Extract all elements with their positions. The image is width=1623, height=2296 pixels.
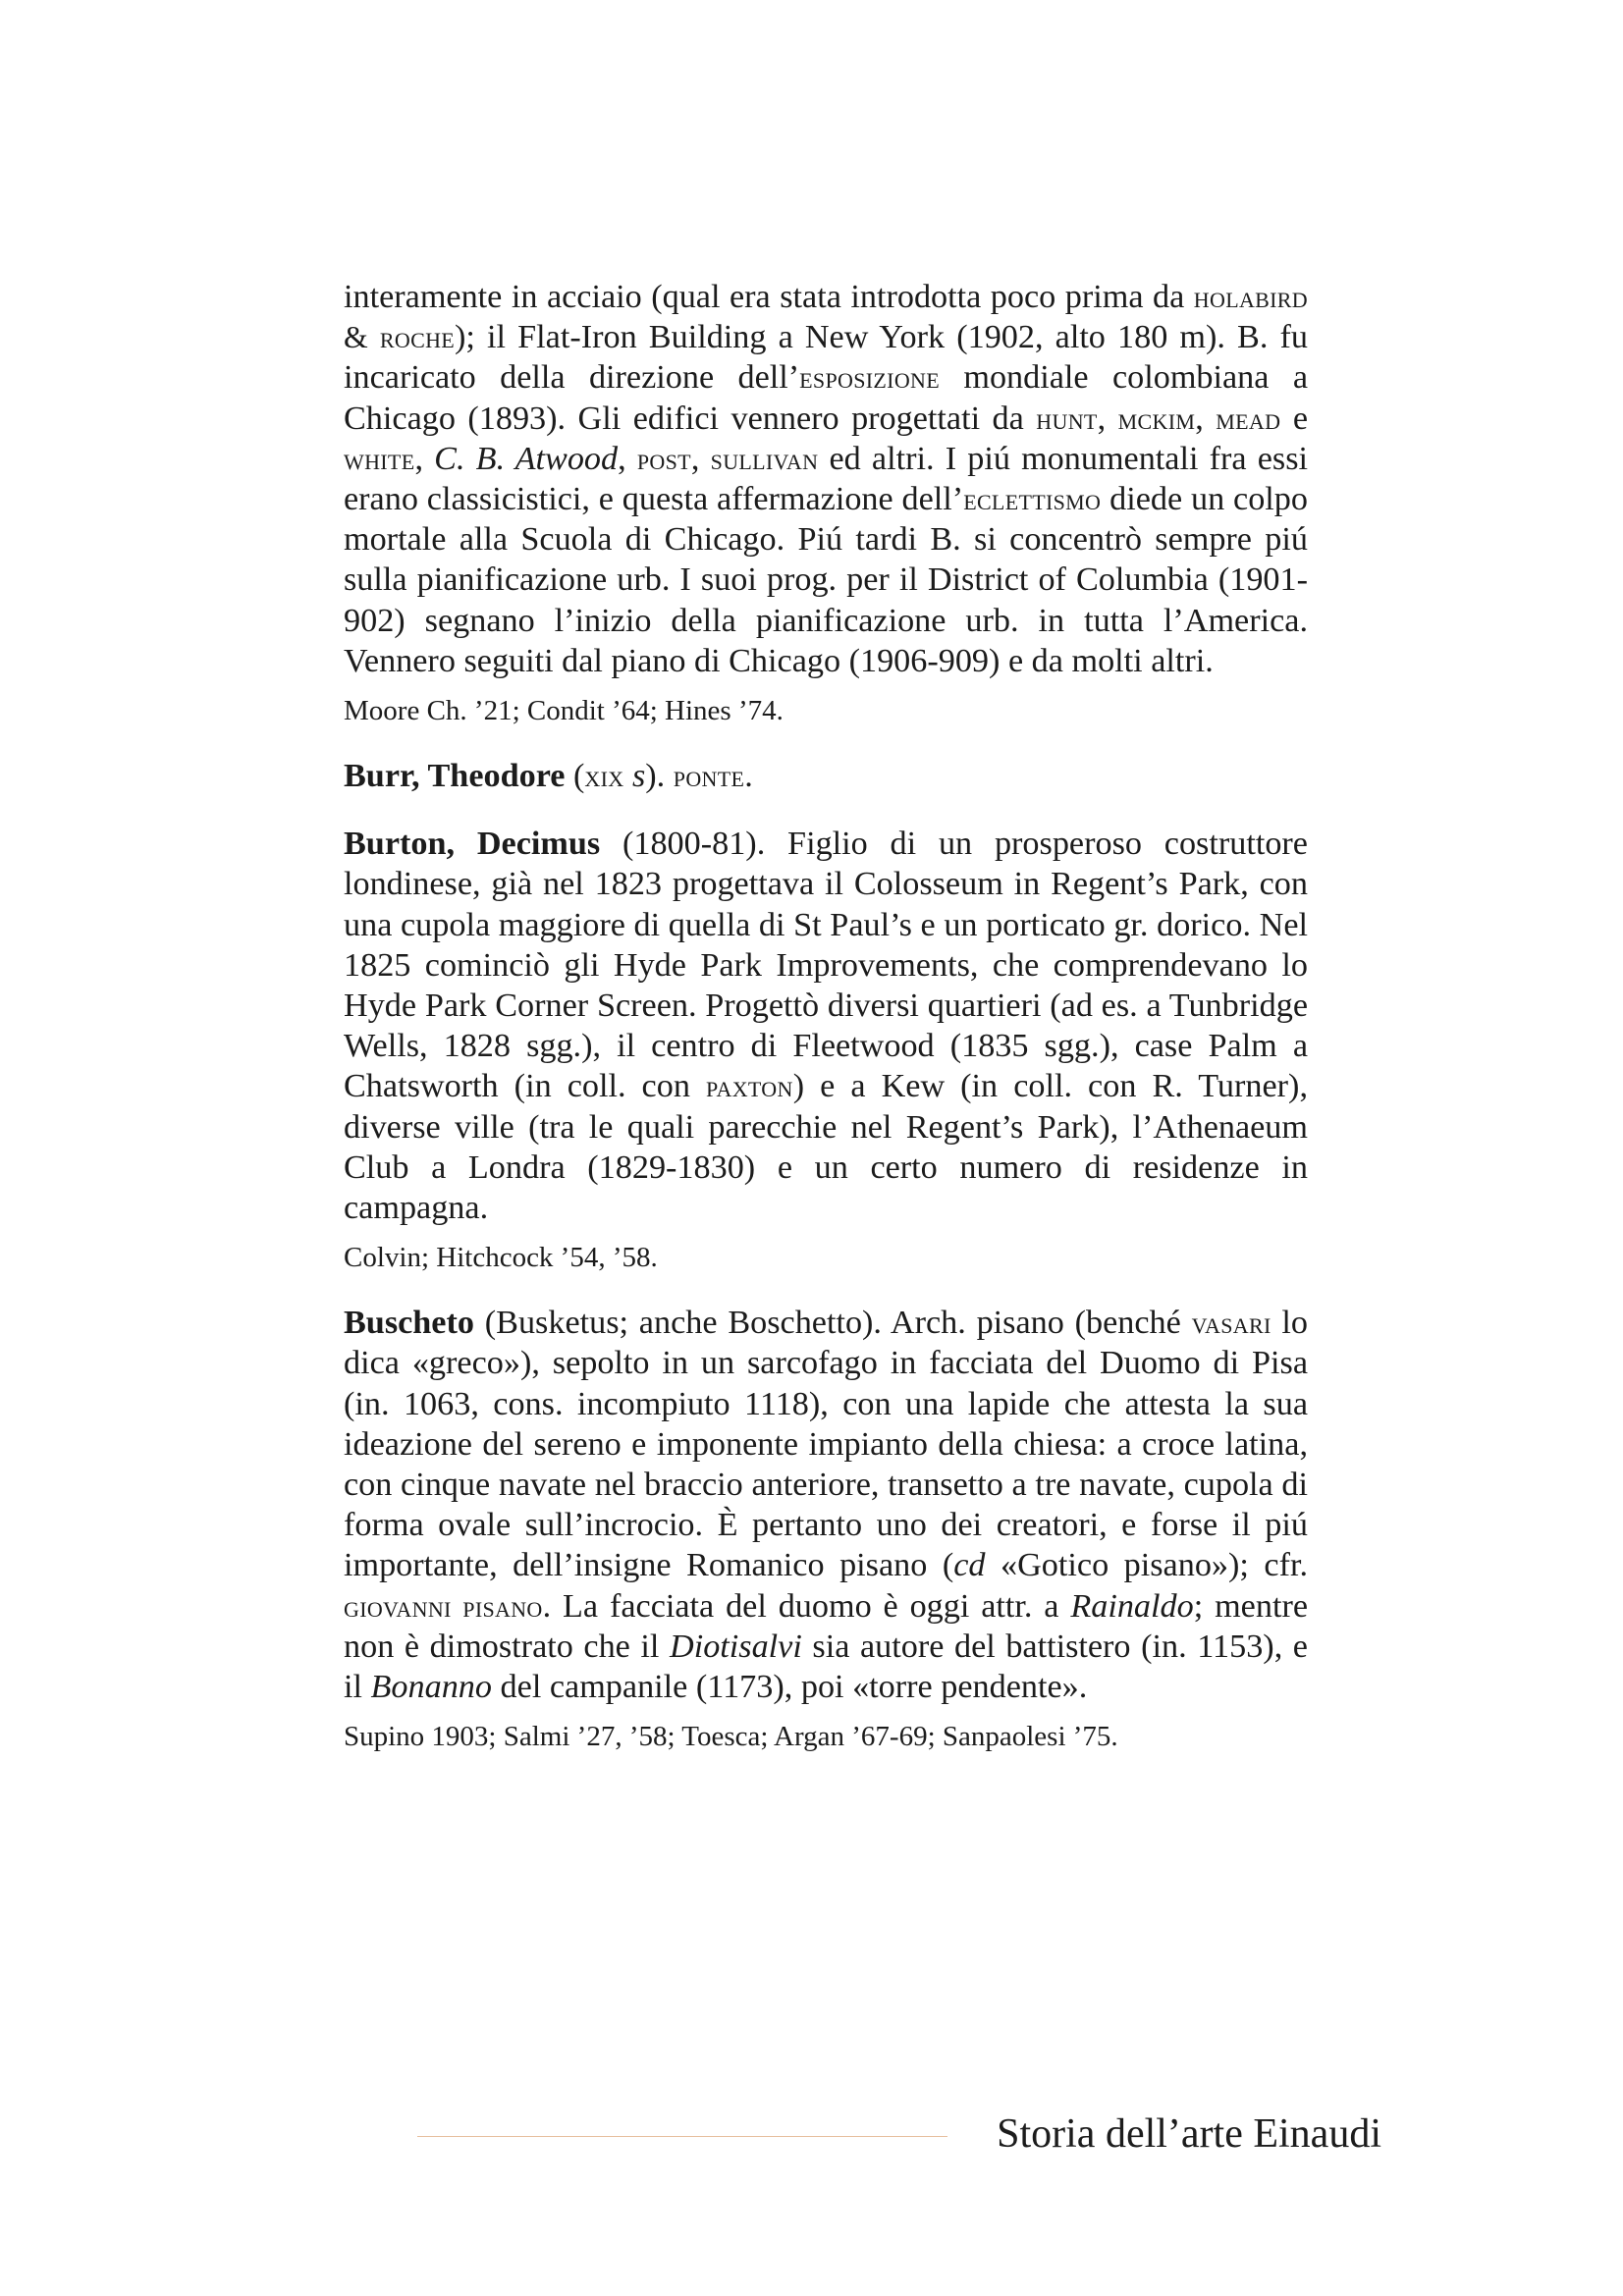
entry-burnham-continued [344, 277, 1308, 728]
crossref: eclettismo [963, 482, 1102, 517]
footer-title: Storia dell’arte Einaudi [997, 2111, 1381, 2157]
crossref: paxton [705, 1069, 793, 1104]
crossref: ponte [673, 759, 745, 794]
entry-headword: Buscheto [344, 1305, 474, 1342]
entry-body: interamente in acciaio (qual era stata introdotta poco prima da holabird & roche); il Flat-Iron Building a New York (1902, alto 180 m). B. fu incaricato della direzione dell’esposizione mondiale colombiana a Chicago (1893). Gli edifici vennero progettati da hunt, mckim, mead e white, C. B. Atwood, post, sullivan ed altri. I piú monumentali fra essi erano classicistici, e questa affermazione dell’eclettismo diede un colpo mortale alla Scuola di Chicago. Piú tardi B. si concentrò sempre piú sulla pianificazione urb. I suoi prog. per il District of Columbia (1901-902) segnano l’inizio della pianificazione urb. in tutta l’America. Vennero seguiti dal piano di Chicago (1906-909) e da molti altri. [344, 279, 1309, 679]
crossref: giovanni pisano [344, 1588, 543, 1624]
italic-name: Rainaldo [1070, 1587, 1194, 1625]
crossref: mckim [1117, 400, 1196, 436]
crossref: hunt [1036, 400, 1098, 436]
entry-burton [344, 824, 1308, 1275]
bibliography: Supino 1903; Salmi ’27, ’58; Toesca; Argan ’67-69; Sanpaolesi ’75. [344, 1721, 1118, 1753]
italic-name: Bonanno [370, 1669, 492, 1706]
entry-headword: Burr, Theodore [344, 758, 566, 795]
crossref: vasari [1191, 1306, 1271, 1341]
entry-buscheto [344, 1303, 1308, 1754]
bibliography: Moore Ch. ’21; Condit ’64; Hines ’74. [344, 695, 784, 727]
bibliography: Colvin; Hitchcock ’54, ’58. [344, 1242, 658, 1274]
crossref: esposizione [799, 360, 940, 396]
italic-name: C. B. Atwood [434, 440, 619, 477]
entry-body: Burton, Decimus (1800-81). Figlio di un prosperoso costruttore londinese, già nel 1823 progettava il Colosseum in Regent’s Park, con una cupola maggiore di quella di St Paul’s e un porticato gr. dorico. Nel 1825 cominciò gli Hyde Park Improvements, che comprendevano lo Hyde Park Corner Screen. Progettò diversi quartieri (ad es. a Tunbridge Wells, 1828 sgg.), il centro di Fleetwood (1835 sgg.), case Palm a Chatsworth (in coll. con paxton) e a Kew (in coll. con R. Turner), diverse ville (tra le quali parecchie nel Regent’s Park), l’Athenaeum Club a Londra (1829-1830) e un certo numero di residenze in campagna. [344, 826, 1308, 1227]
entry-burr [344, 756, 1308, 796]
crossref: white [344, 441, 415, 476]
entry-headword: Burton, Decimus [344, 826, 601, 863]
century: xix [584, 759, 624, 794]
footer-divider [417, 2136, 947, 2137]
crossref: post [636, 441, 691, 476]
entry-body: Burr, Theodore (xix s). ponte. [344, 758, 753, 795]
entry-body: Buscheto (Busketus; anche Boschetto). Arch. pisano (benché vasari lo dica «greco»), sepolto in un sarcofago in facciata del Duomo di Pisa (in. 1063, cons. incompiuto 1118), con una lapide che attesta la sua ideazione del sereno e imponente impianto della chiesa: a croce latina, con cinque navate nel braccio anteriore, transetto a tre navate, cupola di forma ovale sull’incrocio. È pertanto uno dei creatori, e forse il piú importante, dell’insigne Romanico pisano (cd «Gotico pisano»); cfr. giovanni pisano. La facciata del duomo è oggi attr. a Rainaldo; mentre non è dimostrato che il Diotisalvi sia autore del battistero (in. 1153), e il Bonanno del campanile (1173), poi «torre pendente». [344, 1305, 1308, 1706]
text-column [344, 277, 1308, 1754]
crossref: holabird & roche [344, 280, 1308, 355]
crossref: mead [1216, 400, 1281, 436]
italic-name: Diotisalvi [670, 1628, 802, 1665]
crossref: sullivan [710, 441, 819, 476]
